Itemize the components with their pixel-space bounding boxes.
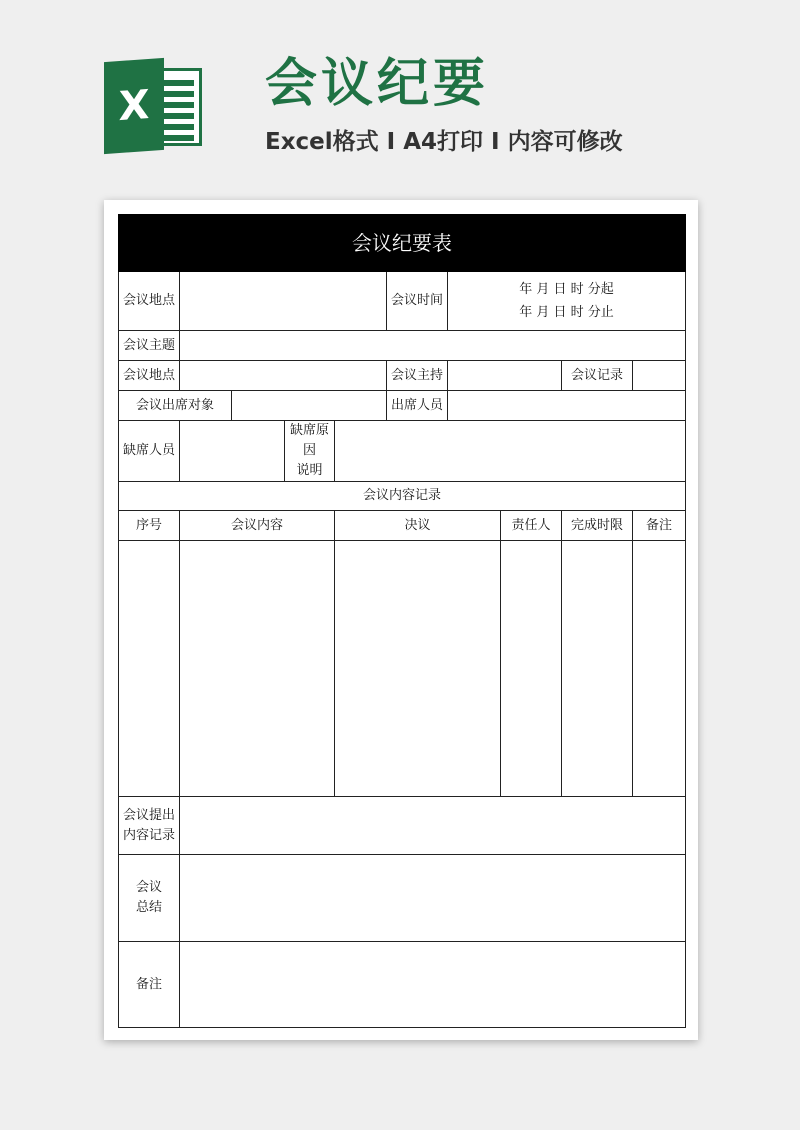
summary-line1: 会议 xyxy=(135,880,162,895)
content-owner-cell[interactable] xyxy=(501,541,562,797)
meeting-place-label-2: 会议地点 xyxy=(119,361,180,391)
column-header-index: 序号 xyxy=(119,511,180,541)
summary-value[interactable] xyxy=(180,855,686,942)
minutes-table xyxy=(118,214,686,1028)
summary-line2: 总结 xyxy=(135,900,162,915)
page-subtitle: Excel格式 I A4打印 I 内容可修改 xyxy=(265,129,623,155)
attendees-label: 出席人员 xyxy=(387,391,448,421)
content-remarks-cell[interactable] xyxy=(633,541,686,797)
absent-reason-line2: 说明 xyxy=(296,463,323,478)
absent-reason-line1: 缺席原因 xyxy=(289,423,329,458)
excel-letter: X xyxy=(104,58,164,154)
meeting-host-label: 会议主持 xyxy=(387,361,448,391)
remarks-label: 备注 xyxy=(119,942,180,1028)
content-index-cell[interactable] xyxy=(119,541,180,797)
table-row xyxy=(119,541,686,797)
meeting-time-start: 年 月 日 时 分起 xyxy=(519,282,614,297)
attendees-value[interactable] xyxy=(448,391,686,421)
summary-label xyxy=(119,855,180,942)
meeting-time-value[interactable] xyxy=(448,272,686,331)
meeting-subject-label: 会议主题 xyxy=(119,331,180,361)
document-sheet xyxy=(104,200,698,1040)
column-header-remarks: 备注 xyxy=(633,511,686,541)
remarks-value[interactable] xyxy=(180,942,686,1028)
attendees-target-value[interactable] xyxy=(232,391,387,421)
meeting-recorder-value[interactable] xyxy=(633,361,686,391)
excel-logo-icon xyxy=(104,60,204,152)
page-header xyxy=(0,0,800,200)
proposal-line1: 会议提出 xyxy=(122,807,175,823)
content-deadline-cell[interactable] xyxy=(562,541,633,797)
column-header-resolution: 决议 xyxy=(335,511,501,541)
content-resolution-cell[interactable] xyxy=(335,541,501,797)
meeting-place-value[interactable] xyxy=(180,272,387,331)
meeting-place-value-2[interactable] xyxy=(180,361,387,391)
column-header-deadline: 完成时限 xyxy=(562,511,633,541)
absent-value[interactable] xyxy=(180,421,285,482)
table-title: 会议纪要表 xyxy=(119,215,686,272)
proposal-line2: 内容记录 xyxy=(122,827,175,843)
meeting-subject-value[interactable] xyxy=(180,331,686,361)
content-section-title: 会议内容记录 xyxy=(119,482,686,511)
content-text-cell[interactable] xyxy=(180,541,335,797)
proposal-label xyxy=(119,797,180,855)
absent-reason-value[interactable] xyxy=(335,421,686,482)
proposal-value[interactable] xyxy=(180,797,686,855)
page-title: 会议纪要 xyxy=(265,54,490,114)
meeting-time-end: 年 月 日 时 分止 xyxy=(519,305,614,320)
meeting-time-label: 会议时间 xyxy=(387,272,448,331)
column-header-content: 会议内容 xyxy=(180,511,335,541)
meeting-place-label: 会议地点 xyxy=(119,272,180,331)
column-header-owner: 责任人 xyxy=(501,511,562,541)
absent-reason-label xyxy=(285,421,335,482)
meeting-recorder-label: 会议记录 xyxy=(562,361,633,391)
absent-label: 缺席人员 xyxy=(119,421,180,482)
meeting-host-value[interactable] xyxy=(448,361,562,391)
attendees-target-label: 会议出席对象 xyxy=(119,391,232,421)
